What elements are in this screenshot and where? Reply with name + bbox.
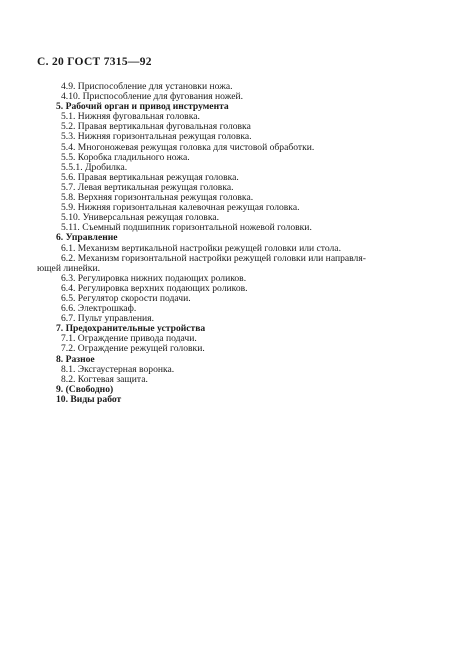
- section-heading: 9. (Свободно): [56, 383, 114, 395]
- section-heading: 7. Предохранительные устройства: [56, 323, 206, 335]
- list-item: 6.3. Регулировка нижних подающих роликов.: [61, 272, 247, 284]
- list-item: 5.6. Правая вертикальная режущая головка.: [61, 171, 239, 183]
- list-item: 5.5.1. Дробилка.: [61, 161, 128, 173]
- list-item: 7.2. Ограждение режущей головки.: [61, 343, 205, 355]
- list-item: 4.9. Приспособление для установки ножа.: [61, 81, 233, 92]
- list-item: 6.4. Регулировка верхних подающих роликов.: [61, 282, 248, 294]
- list-item: 5.10. Универсальная режущая головка.: [61, 212, 220, 224]
- list-item: 5.4. Многоножевая режущая головка для чистовой обработки.: [61, 141, 315, 153]
- list-item: 5.5. Коробка гладильного ножа.: [61, 151, 190, 163]
- section-heading: 8. Разное: [56, 353, 95, 365]
- list-item: 6.6. Электрошкаф.: [61, 303, 137, 315]
- list-item: 6.7. Пульт управления.: [61, 313, 154, 325]
- contents-list: [0, 82, 466, 405]
- list-item: 6.1. Механизм вертикальной настройки режущей головки или стола.: [61, 242, 341, 254]
- list-item-continuation: ющей линейки.: [37, 262, 100, 274]
- page-header: С. 20 ГОСТ 7315—92: [37, 56, 152, 68]
- list-item: 5.8. Верхняя горизонтальная режущая головка.: [61, 192, 254, 204]
- list-item: 8.2. Когтевая защита.: [61, 373, 148, 385]
- list-item: 8.1. Эксгаустерная воронка.: [61, 363, 175, 375]
- list-item: 5.9. Нижняя горизонтальная калевочная режущая головка.: [61, 202, 300, 214]
- list-item: 5.7. Левая вертикальная режущая головка.: [61, 181, 234, 193]
- section-heading: 10. Виды работ: [56, 393, 122, 405]
- section-heading: 5. Рабочий орган и привод инструмента: [56, 101, 229, 113]
- list-item: 6.5. Регулятор скорости подачи.: [61, 292, 191, 304]
- list-item: 5.1. Нижняя фуговальная головка.: [61, 111, 200, 123]
- list-item: 5.2. Правая вертикальная фуговальная головка: [61, 121, 251, 133]
- list-item: 6.2. Механизм горизонтальной настройки режущей головки или направля-: [61, 252, 366, 264]
- list-item: 5.11. Съемный подшипник горизонтальной ножевой головки.: [61, 222, 312, 234]
- list-item: 4.10. Приспособление для фугования ножей.: [61, 91, 244, 103]
- list-item: 7.1. Ограждение привода подачи.: [61, 333, 197, 345]
- section-heading: 6. Управление: [56, 232, 118, 244]
- list-item: 5.3. Нижняя горизонтальная режущая головка.: [61, 131, 252, 143]
